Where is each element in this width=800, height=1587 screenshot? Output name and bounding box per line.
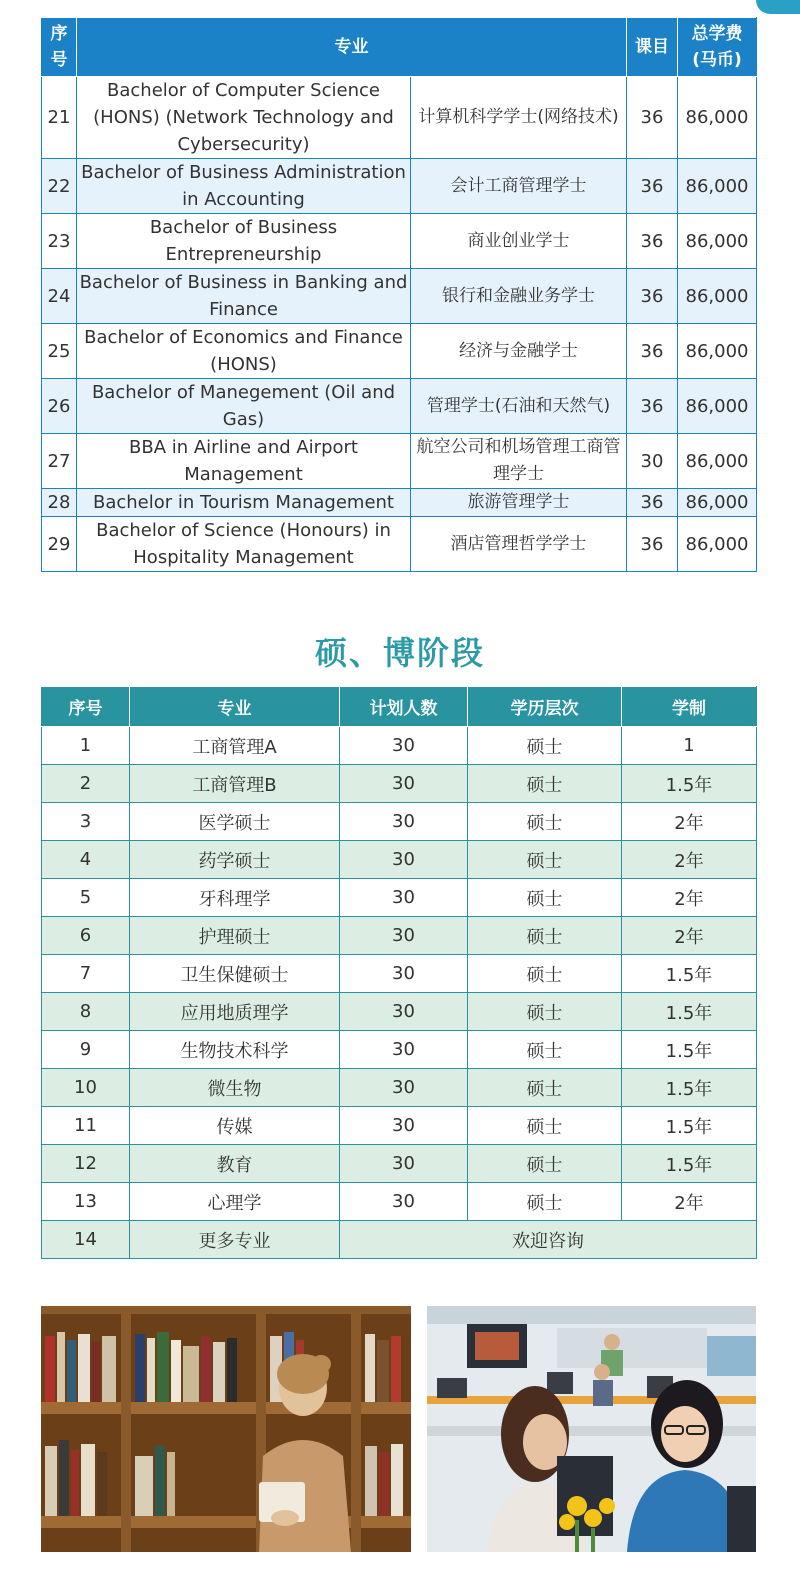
row-no: 3	[42, 803, 130, 841]
row-no: 1	[42, 727, 130, 765]
row-no: 29	[42, 517, 77, 572]
row-major-cn: 计算机科学学士(网络技术)	[411, 77, 627, 159]
row-courses: 36	[627, 489, 678, 517]
row-fee: 86,000	[678, 489, 757, 517]
table-row	[42, 1183, 757, 1221]
row-level: 硕士	[468, 917, 622, 955]
consult-note: 欢迎咨询	[340, 1221, 757, 1259]
row-plan: 30	[340, 1031, 468, 1069]
office-illustration	[427, 1306, 756, 1552]
row-major-cn: 银行和金融业务学士	[411, 269, 627, 324]
row-fee: 86,000	[678, 379, 757, 434]
row-plan: 30	[340, 917, 468, 955]
row-no: 8	[42, 993, 130, 1031]
table-row	[42, 879, 757, 917]
row-duration: 1.5年	[622, 1069, 757, 1107]
row-major-cn: 管理学士(石油和天然气)	[411, 379, 627, 434]
row-duration: 2年	[622, 879, 757, 917]
row-courses: 36	[627, 324, 678, 379]
row-level: 硕士	[468, 1145, 622, 1183]
row-no: 2	[42, 765, 130, 803]
table-row	[42, 1031, 757, 1069]
header-level: 学历层次	[468, 687, 622, 727]
row-level: 硕士	[468, 1183, 622, 1221]
row-plan: 30	[340, 1183, 468, 1221]
row-no: 9	[42, 1031, 130, 1069]
corner-accent	[756, 0, 800, 14]
table-row	[42, 379, 757, 434]
row-fee: 86,000	[678, 269, 757, 324]
row-major-cn: 商业创业学士	[411, 214, 627, 269]
table-row	[42, 1107, 757, 1145]
row-courses: 36	[627, 159, 678, 214]
row-level: 硕士	[468, 1107, 622, 1145]
row-no: 14	[42, 1221, 130, 1259]
row-major-en: Bachelor of Science (Honours) in Hospitality Management	[77, 517, 411, 572]
row-level: 硕士	[468, 879, 622, 917]
row-major-cn: 旅游管理学士	[411, 489, 627, 517]
row-plan: 30	[340, 765, 468, 803]
row-duration: 1.5年	[622, 1031, 757, 1069]
row-no: 25	[42, 324, 77, 379]
row-major: 微生物	[130, 1069, 340, 1107]
row-no: 5	[42, 879, 130, 917]
row-no: 24	[42, 269, 77, 324]
row-duration: 1.5年	[622, 955, 757, 993]
row-major-en: Bachelor of Business Entrepreneurship	[77, 214, 411, 269]
row-duration: 1	[622, 727, 757, 765]
bachelor-fee-table	[41, 17, 757, 572]
row-major: 工商管理A	[130, 727, 340, 765]
row-major: 教育	[130, 1145, 340, 1183]
section-title: 硕、博阶段	[314, 634, 485, 672]
row-level: 硕士	[468, 1031, 622, 1069]
row-major: 工商管理B	[130, 765, 340, 803]
row-fee: 86,000	[678, 517, 757, 572]
row-major: 更多专业	[130, 1221, 340, 1259]
table-row	[42, 993, 757, 1031]
table-row	[42, 517, 757, 572]
header-no-line2: 号	[50, 50, 68, 70]
row-plan: 30	[340, 879, 468, 917]
row-fee: 86,000	[678, 434, 757, 489]
row-level: 硕士	[468, 1069, 622, 1107]
row-major: 传媒	[130, 1107, 340, 1145]
table-row	[42, 1069, 757, 1107]
library-illustration	[41, 1306, 411, 1552]
header-no: 序号	[42, 687, 130, 727]
row-no: 22	[42, 159, 77, 214]
row-fee: 86,000	[678, 77, 757, 159]
row-plan: 30	[340, 841, 468, 879]
row-fee: 86,000	[678, 214, 757, 269]
table-row	[42, 159, 757, 214]
row-major-cn: 经济与金融学士	[411, 324, 627, 379]
row-level: 硕士	[468, 993, 622, 1031]
row-plan: 30	[340, 727, 468, 765]
header-major: 专业	[77, 18, 627, 77]
table-row	[42, 489, 757, 517]
row-major-en: Bachelor of Business Administration in Accounting	[77, 159, 411, 214]
row-no: 21	[42, 77, 77, 159]
table-row-more	[42, 1221, 757, 1259]
table-row	[42, 803, 757, 841]
table-row	[42, 77, 757, 159]
row-duration: 1.5年	[622, 993, 757, 1031]
office-photo	[427, 1306, 756, 1552]
row-major: 牙科理学	[130, 879, 340, 917]
row-fee: 86,000	[678, 159, 757, 214]
row-plan: 30	[340, 803, 468, 841]
row-plan: 30	[340, 1069, 468, 1107]
row-major: 卫生保健硕士	[130, 955, 340, 993]
row-level: 硕士	[468, 803, 622, 841]
row-major: 医学硕士	[130, 803, 340, 841]
row-no: 6	[42, 917, 130, 955]
header-no-line1: 序	[50, 24, 68, 44]
library-photo	[41, 1306, 411, 1552]
row-level: 硕士	[468, 841, 622, 879]
row-no: 7	[42, 955, 130, 993]
table-row	[42, 269, 757, 324]
header-plan: 计划人数	[340, 687, 468, 727]
row-courses: 36	[627, 77, 678, 159]
table-row	[42, 1145, 757, 1183]
row-no: 11	[42, 1107, 130, 1145]
row-major: 应用地质理学	[130, 993, 340, 1031]
row-duration: 1.5年	[622, 765, 757, 803]
row-no: 12	[42, 1145, 130, 1183]
table-row	[42, 917, 757, 955]
row-major-en: Bachelor of Business in Banking and Finance	[77, 269, 411, 324]
row-major-cn: 酒店管理哲学学士	[411, 517, 627, 572]
row-major-en: Bachelor of Manegement (Oil and Gas)	[77, 379, 411, 434]
table-header-row	[42, 18, 757, 77]
master-program-table	[41, 686, 757, 1259]
table-row	[42, 727, 757, 765]
table-row	[42, 841, 757, 879]
row-no: 23	[42, 214, 77, 269]
row-major: 生物技术科学	[130, 1031, 340, 1069]
row-no: 13	[42, 1183, 130, 1221]
row-level: 硕士	[468, 765, 622, 803]
row-major-en: BBA in Airline and Airport Management	[77, 434, 411, 489]
header-fee-line2: (马币)	[692, 50, 742, 70]
row-courses: 36	[627, 269, 678, 324]
table-row	[42, 324, 757, 379]
row-major-cn: 会计工商管理学士	[411, 159, 627, 214]
row-plan: 30	[340, 1145, 468, 1183]
row-duration: 1.5年	[622, 1145, 757, 1183]
header-fee	[678, 18, 757, 77]
row-major-en: Bachelor of Computer Science (HONS) (Network Technology and Cybersecurity)	[77, 77, 411, 159]
table-row	[42, 765, 757, 803]
row-no: 28	[42, 489, 77, 517]
row-major: 心理学	[130, 1183, 340, 1221]
header-major: 专业	[130, 687, 340, 727]
header-duration: 学制	[622, 687, 757, 727]
table-header-row	[42, 687, 757, 727]
row-major-cn: 航空公司和机场管理工商管理学士	[411, 434, 627, 489]
row-fee: 86,000	[678, 324, 757, 379]
row-duration: 2年	[622, 841, 757, 879]
header-courses: 课目	[627, 18, 678, 77]
row-plan: 30	[340, 1107, 468, 1145]
row-no: 4	[42, 841, 130, 879]
row-major-en: Bachelor in Tourism Management	[77, 489, 411, 517]
row-no: 10	[42, 1069, 130, 1107]
row-major: 药学硕士	[130, 841, 340, 879]
row-major: 护理硕士	[130, 917, 340, 955]
row-duration: 2年	[622, 803, 757, 841]
row-level: 硕士	[468, 727, 622, 765]
row-courses: 36	[627, 517, 678, 572]
header-fee-line1: 总学费	[691, 24, 743, 44]
row-duration: 1.5年	[622, 1107, 757, 1145]
row-no: 26	[42, 379, 77, 434]
table-row	[42, 955, 757, 993]
row-no: 27	[42, 434, 77, 489]
table-row	[42, 434, 757, 489]
row-plan: 30	[340, 993, 468, 1031]
row-courses: 36	[627, 379, 678, 434]
row-level: 硕士	[468, 955, 622, 993]
table-row	[42, 214, 757, 269]
row-plan: 30	[340, 955, 468, 993]
header-no	[42, 18, 77, 77]
row-duration: 2年	[622, 1183, 757, 1221]
row-courses: 30	[627, 434, 678, 489]
row-major-en: Bachelor of Economics and Finance (HONS)	[77, 324, 411, 379]
row-courses: 36	[627, 214, 678, 269]
row-duration: 2年	[622, 917, 757, 955]
